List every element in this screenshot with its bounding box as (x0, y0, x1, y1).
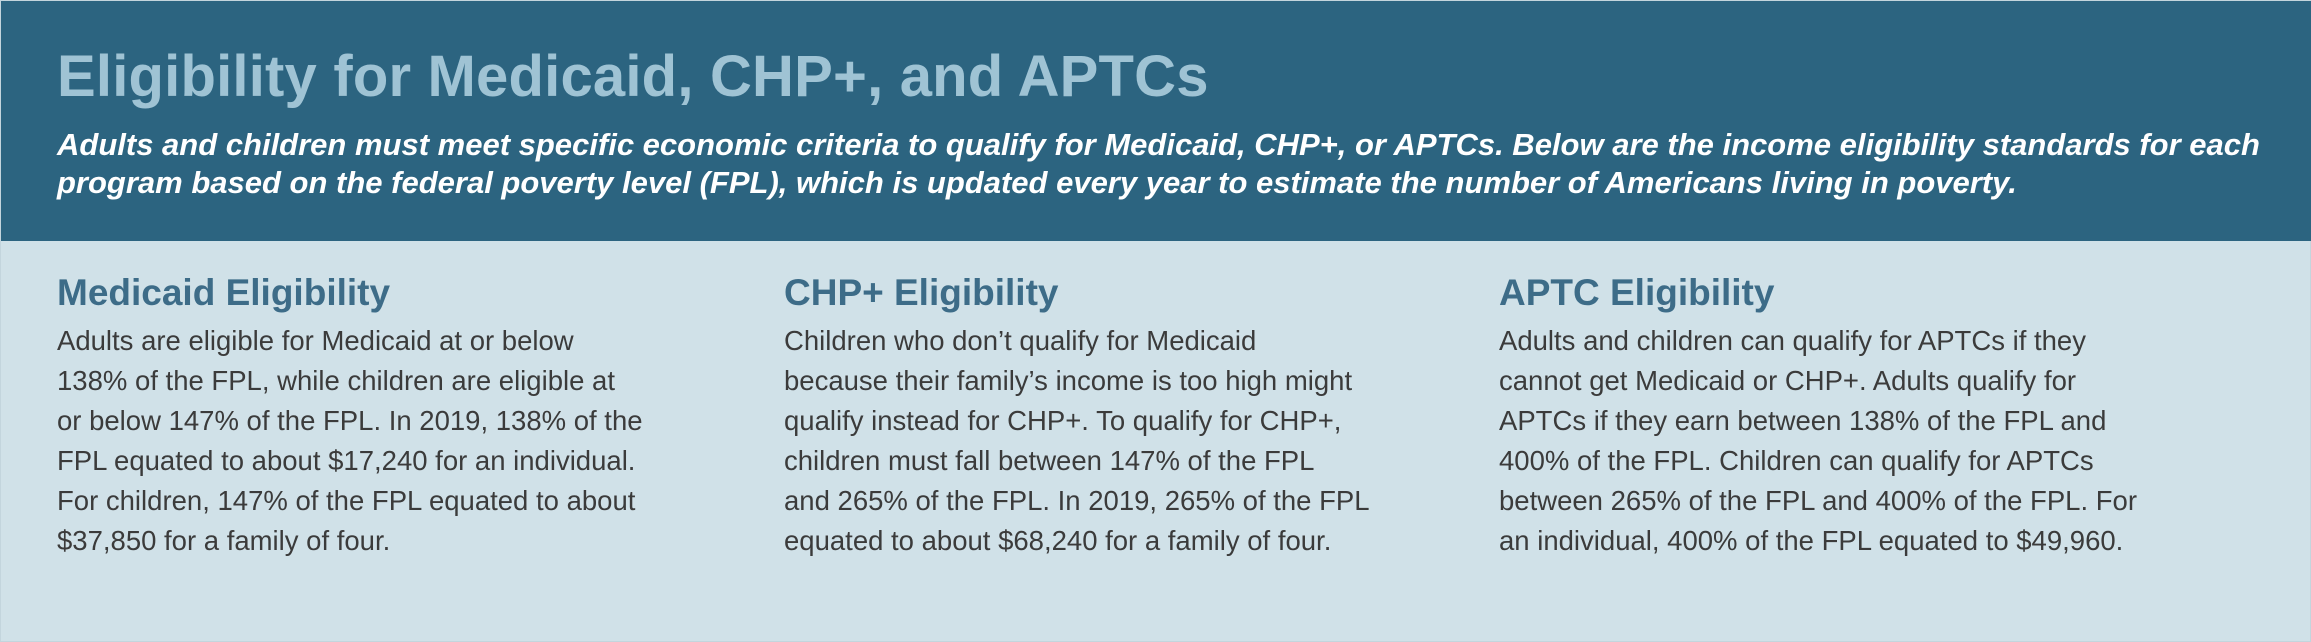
aptc-eligibility-heading: APTC Eligibility (1499, 272, 1775, 313)
text-line: equated to about $68,240 for a family of four. (784, 525, 1332, 556)
text-line: 138% of the FPL, while children are eligible at (57, 365, 615, 396)
text-line: $37,850 for a family of four. (57, 525, 391, 556)
page-title: Eligibility for Medicaid, CHP+, and APTCs (57, 44, 1209, 109)
chp-plus-eligibility-section (784, 269, 1424, 561)
text-line: 400% of the FPL. Children can qualify for APTCs (1499, 445, 2094, 476)
text-line: FPL equated to about $17,240 for an individual. (57, 445, 636, 476)
aptc-eligibility-section (1499, 269, 2189, 561)
text-line: For children, 147% of the FPL equated to about (57, 485, 636, 516)
text-line: an individual, 400% of the FPL equated to $49,960. (1499, 525, 2124, 556)
text-line: because their family’s income is too high might (784, 365, 1353, 396)
text-line: children must fall between 147% of the FPL (784, 445, 1315, 476)
medicaid-eligibility-heading: Medicaid Eligibility (57, 272, 391, 313)
text-line: Adults are eligible for Medicaid at or below (57, 325, 574, 356)
text-line: cannot get Medicaid or CHP+. Adults qualify for (1499, 365, 2077, 396)
chp-plus-eligibility-heading: CHP+ Eligibility (784, 272, 1059, 313)
medicaid-eligibility-section (57, 269, 697, 561)
text-line: qualify instead for CHP+. To qualify for CHP+, (784, 405, 1342, 436)
text-line: and 265% of the FPL. In 2019, 265% of the FPL (784, 485, 1370, 516)
page-subtitle: Adults and children must meet specific economic criteria to qualify for Medicaid, CHP+, or APTCs. Below are the income eligibility standards for each program based on the federal poverty level (FPL), which is updated every year to estimate the number of Americans living in poverty. (57, 127, 2260, 200)
chp-plus-eligibility-text (784, 321, 1424, 561)
text-line: APTCs if they earn between 138% of the FPL and (1499, 405, 2107, 436)
text-line: between 265% of the FPL and 400% of the FPL. For (1499, 485, 2137, 516)
medicaid-eligibility-text (57, 321, 697, 561)
text-line: or below 147% of the FPL. In 2019, 138% of the (57, 405, 643, 436)
header-banner (1, 1, 2311, 241)
aptc-eligibility-text (1499, 321, 2189, 561)
text-line: Adults and children can qualify for APTCs if they (1499, 325, 2086, 356)
text-line: Children who don’t qualify for Medicaid (784, 325, 1257, 356)
